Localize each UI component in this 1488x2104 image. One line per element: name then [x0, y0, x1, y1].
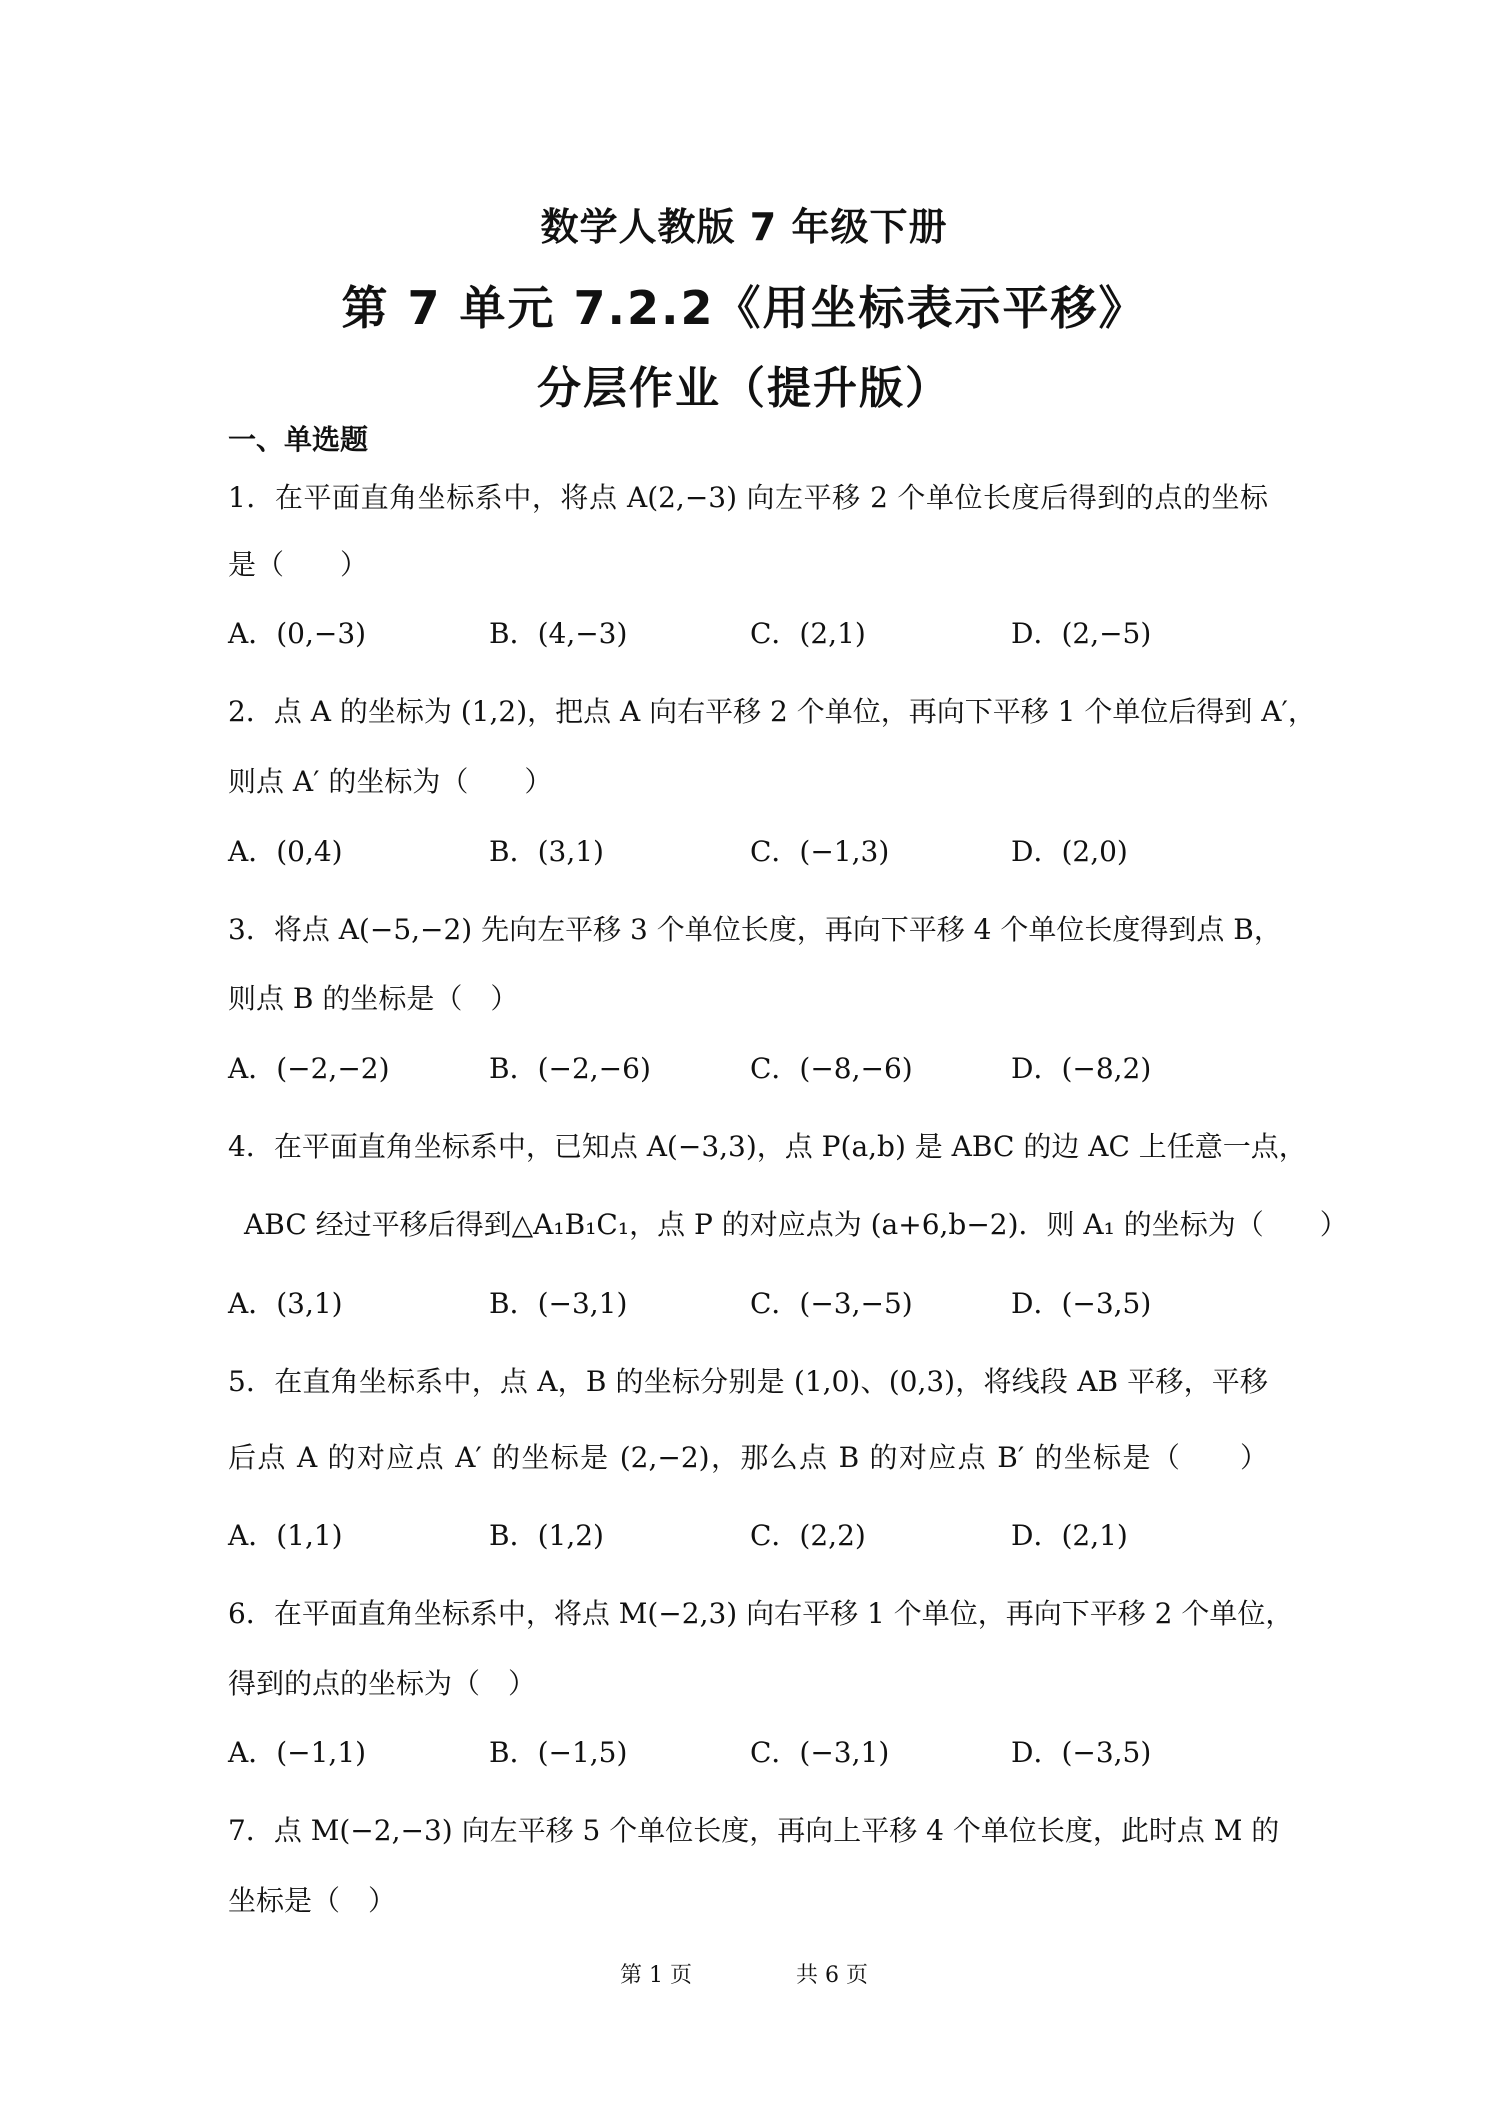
- question-6-option-b: B．(−1,5): [489, 1736, 628, 1769]
- question-3-option-a: A．(−2,−2): [228, 1052, 390, 1085]
- question-6-line-2: 得到的点的坐标为（ ）: [228, 1667, 537, 1700]
- question-1-line-1: 1．在平面直角坐标系中，将点 A(2,−3) 向左平移 2 个单位长度后得到的点的坐标: [228, 481, 1268, 514]
- question-5-option-d: D．(2,1): [1011, 1519, 1128, 1552]
- question-6-line-1: 6．在平面直角坐标系中，将点 M(−2,3) 向右平移 1 个单位，再向下平移 2 个单位，: [228, 1597, 1294, 1630]
- question-5-line-2: 后点 A 的对应点 A′ 的坐标是 (2,−2)，那么点 B 的对应点 B′ 的坐标是（ ）: [228, 1441, 1268, 1474]
- question-3-option-c: C．(−8,−6): [750, 1052, 913, 1085]
- question-4-option-c: C．(−3,−5): [750, 1287, 913, 1320]
- question-7-line-1: 7．点 M(−2,−3) 向左平移 5 个单位长度，再向上平移 4 个单位长度，此时点 M 的: [228, 1814, 1280, 1847]
- question-6-option-c: C．(−3,1): [750, 1736, 890, 1769]
- question-1-option-d: D．(2,−5): [1011, 617, 1152, 650]
- question-1-option-c: C．(2,1): [750, 617, 866, 650]
- question-2-option-c: C．(−1,3): [750, 835, 890, 868]
- question-3-line-2: 则点 B 的坐标是（ ）: [228, 982, 519, 1015]
- question-6-option-a: A．(−1,1): [228, 1736, 367, 1769]
- question-2-option-d: D．(2,0): [1011, 835, 1128, 868]
- question-2-line-1: 2．点 A 的坐标为 (1,2)，把点 A 向右平移 2 个单位，再向下平移 1 个单位后得到 A′，: [228, 695, 1316, 728]
- question-4-option-d: D．(−3,5): [1011, 1287, 1152, 1320]
- question-4-line-1: 4．在平面直角坐标系中，已知点 A(−3,3)，点 P(a,b) 是 ABC 的边 AC 上任意一点，: [228, 1130, 1307, 1163]
- question-5-option-a: A．(1,1): [228, 1519, 343, 1552]
- page-number-label: 第 1 页: [620, 1963, 692, 1988]
- question-5-option-c: C．(2,2): [750, 1519, 866, 1552]
- question-3-option-b: B．(−2,−6): [489, 1052, 651, 1085]
- document-title-unit: 第 7 单元 7.2.2《用坐标表示平移》: [341, 281, 1147, 335]
- question-1-option-a: A．(0,−3): [228, 617, 367, 650]
- document-title-grade: 数学人教版 7 年级下册: [540, 205, 948, 249]
- question-6-option-d: D．(−3,5): [1011, 1736, 1152, 1769]
- question-2-line-2: 则点 A′ 的坐标为（ ）: [228, 765, 553, 798]
- question-1-line-2: 是（ ）: [228, 548, 369, 581]
- question-3-line-1: 3．将点 A(−5,−2) 先向左平移 3 个单位长度，再向下平移 4 个单位长度得到点 B，: [228, 913, 1282, 946]
- question-7-line-2: 坐标是（ ）: [228, 1884, 397, 1917]
- document-title-type: 分层作业（提升版）: [537, 363, 951, 414]
- question-4-option-a: A．(3,1): [228, 1287, 343, 1320]
- question-4-line-2: ABC 经过平移后得到△A₁B₁C₁，点 P 的对应点为 (a+6,b−2)．则 A₁ 的坐标为（ ）: [244, 1208, 1348, 1241]
- question-3-option-d: D．(−8,2): [1011, 1052, 1152, 1085]
- section-heading: 一、单选题: [228, 423, 369, 456]
- question-2-option-b: B．(3,1): [489, 835, 604, 868]
- question-5-option-b: B．(1,2): [489, 1519, 604, 1552]
- question-4-option-b: B．(−3,1): [489, 1287, 628, 1320]
- question-5-line-1: 5．在直角坐标系中，点 A，B 的坐标分别是 (1,0)、(0,3)，将线段 AB 平移，平移: [228, 1365, 1268, 1398]
- question-2-option-a: A．(0,4): [228, 835, 343, 868]
- page-total-label: 共 6 页: [796, 1963, 868, 1988]
- page-footer: [0, 1958, 1488, 1989]
- question-1-option-b: B．(4,−3): [489, 617, 628, 650]
